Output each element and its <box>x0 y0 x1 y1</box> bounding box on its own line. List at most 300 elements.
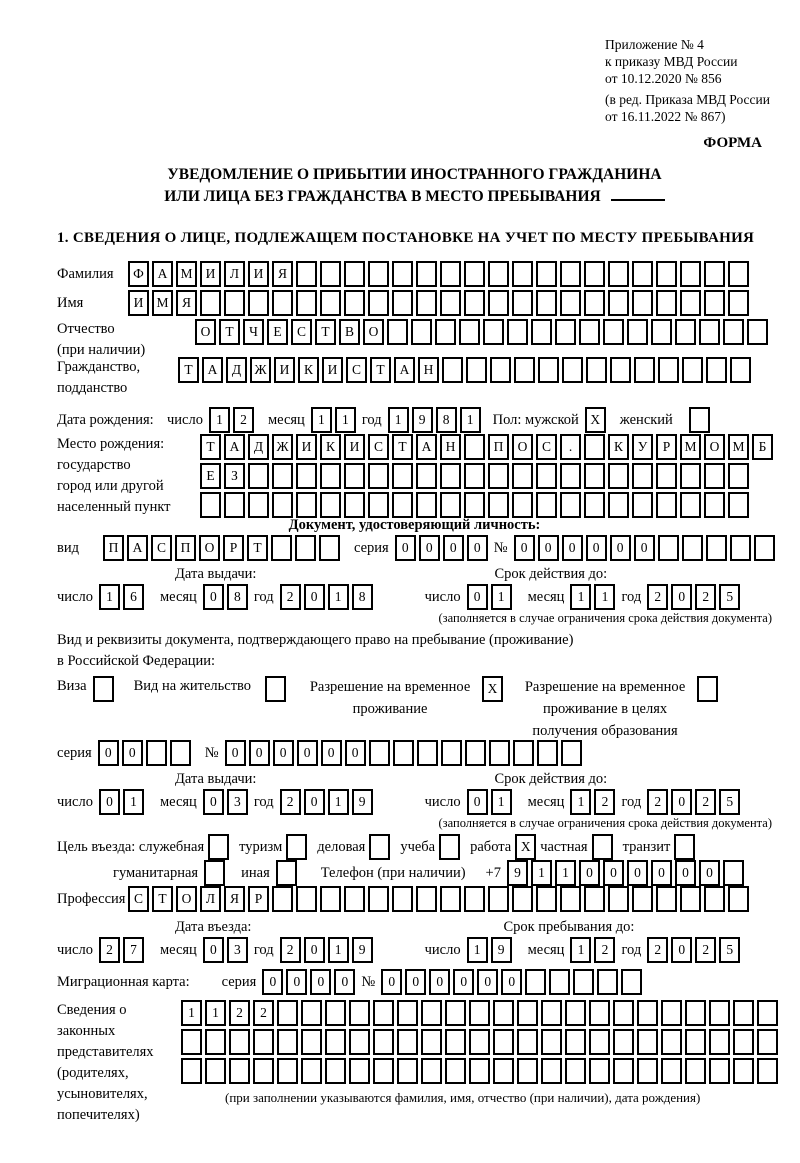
doc-number-cells-cell-1[interactable]: 0 <box>538 535 559 561</box>
purpose-study-checkbox-cell-0[interactable] <box>439 834 460 860</box>
doc-issue-month-cells-cell-1[interactable]: 8 <box>227 584 248 610</box>
birthplace-cells-row1-cell-12[interactable]: П <box>488 434 509 460</box>
doc-kind-cells-cell-3[interactable]: П <box>175 535 196 561</box>
patronymic-cells-cell-13[interactable] <box>507 319 528 345</box>
birthplace-cells-row3-cell-2[interactable] <box>248 492 269 518</box>
profession-cells-cell-15[interactable] <box>488 886 509 912</box>
surname-cells-cell-3[interactable]: И <box>200 261 221 287</box>
representatives-cells-row3-cell-14[interactable] <box>517 1058 538 1084</box>
edu-permit-checkbox-cell-0[interactable] <box>697 676 718 702</box>
surname-cells-cell-16[interactable] <box>512 261 533 287</box>
patronymic-cells-cell-11[interactable] <box>459 319 480 345</box>
birthplace-cells-row1-cell-2[interactable]: Д <box>248 434 269 460</box>
birthplace-cells-row1-cell-16[interactable] <box>584 434 605 460</box>
migr-series-cells-cell-3[interactable]: 0 <box>334 969 355 995</box>
representatives-cells-row1-cell-11[interactable] <box>445 1000 466 1026</box>
doc-series-cells-cell-0[interactable]: 0 <box>395 535 416 561</box>
doc-issue-month-cells[interactable] <box>203 584 248 610</box>
name-cells-cell-5[interactable] <box>248 290 269 316</box>
birthplace-cells-row3-cell-7[interactable] <box>368 492 389 518</box>
representatives-cells-row3-cell-19[interactable] <box>637 1058 658 1084</box>
birth-month-cells-cell-0[interactable]: 1 <box>311 407 332 433</box>
doc-series-cells-cell-3[interactable]: 0 <box>467 535 488 561</box>
patronymic-cells-cell-12[interactable] <box>483 319 504 345</box>
doc-series-cells-cell-1[interactable]: 0 <box>419 535 440 561</box>
res-issue-day-cells[interactable] <box>99 789 144 815</box>
representatives-cells-row2-cell-22[interactable] <box>709 1029 730 1055</box>
patronymic-cells-cell-21[interactable] <box>699 319 720 345</box>
phone-cells-cell-3[interactable]: 0 <box>579 860 600 886</box>
birthplace-cells-row2-cell-9[interactable] <box>416 463 437 489</box>
doc-issue-year-cells-cell-2[interactable]: 1 <box>328 584 349 610</box>
birthplace-cells-row3-cell-16[interactable] <box>584 492 605 518</box>
purpose-other-checkbox[interactable] <box>276 860 297 886</box>
birthplace-cells-row3-cell-12[interactable] <box>488 492 509 518</box>
surname-cells-cell-0[interactable]: Ф <box>128 261 149 287</box>
res-number-cells-cell-9[interactable] <box>441 740 462 766</box>
birthplace-cells-row1-cell-14[interactable]: С <box>536 434 557 460</box>
name-cells-cell-7[interactable] <box>296 290 317 316</box>
birthplace-cells-row2-cell-0[interactable]: Е <box>200 463 221 489</box>
profession-cells-cell-9[interactable] <box>344 886 365 912</box>
stay-year-cells-cell-2[interactable]: 2 <box>695 937 716 963</box>
surname-cells[interactable] <box>128 261 749 287</box>
entry-year-cells-cell-2[interactable]: 1 <box>328 937 349 963</box>
representatives-cells-row2-cell-11[interactable] <box>445 1029 466 1055</box>
purpose-work-checkbox[interactable] <box>515 834 536 860</box>
purpose-study-checkbox[interactable] <box>439 834 460 860</box>
citizenship-cells-cell-14[interactable] <box>514 357 535 383</box>
birth-year-cells[interactable] <box>388 407 481 433</box>
birthplace-cells-row2-cell-6[interactable] <box>344 463 365 489</box>
birthplace-cells-row1-cell-22[interactable]: М <box>728 434 749 460</box>
patronymic-cells-cell-14[interactable] <box>531 319 552 345</box>
profession-cells-cell-6[interactable] <box>272 886 293 912</box>
doc-issue-day-cells-cell-0[interactable]: 1 <box>99 584 120 610</box>
representatives-cells-row1-cell-20[interactable] <box>661 1000 682 1026</box>
surname-cells-cell-6[interactable]: Я <box>272 261 293 287</box>
doc-number-cells-cell-10[interactable] <box>754 535 775 561</box>
name-cells-cell-8[interactable] <box>320 290 341 316</box>
stay-month-cells-cell-0[interactable]: 1 <box>570 937 591 963</box>
res-number-cells-cell-3[interactable]: 0 <box>297 740 318 766</box>
res-series-cells-cell-3[interactable] <box>170 740 191 766</box>
doc-number-cells-cell-8[interactable] <box>706 535 727 561</box>
birthplace-cells-row2-cell-2[interactable] <box>248 463 269 489</box>
birthplace-cells-row3-cell-21[interactable] <box>704 492 725 518</box>
representatives-cells-row1-cell-16[interactable] <box>565 1000 586 1026</box>
birthplace-cells-row2-cell-7[interactable] <box>368 463 389 489</box>
representatives-cells-row1-cell-19[interactable] <box>637 1000 658 1026</box>
res-series-cells-cell-0[interactable]: 0 <box>98 740 119 766</box>
name-cells-cell-19[interactable] <box>584 290 605 316</box>
profession-cells-cell-24[interactable] <box>704 886 725 912</box>
name-cells-cell-21[interactable] <box>632 290 653 316</box>
name-cells-cell-13[interactable] <box>440 290 461 316</box>
surname-cells-cell-2[interactable]: М <box>176 261 197 287</box>
res-number-cells-cell-11[interactable] <box>489 740 510 766</box>
doc-number-cells-cell-2[interactable]: 0 <box>562 535 583 561</box>
representatives-cells-row1-cell-13[interactable] <box>493 1000 514 1026</box>
citizenship-cells-cell-21[interactable] <box>682 357 703 383</box>
representatives-cells-row1-cell-7[interactable] <box>349 1000 370 1026</box>
representatives-cells-row3-cell-5[interactable] <box>301 1058 322 1084</box>
representatives-cells-row1-cell-14[interactable] <box>517 1000 538 1026</box>
representatives-cells-row3-cell-13[interactable] <box>493 1058 514 1084</box>
birthplace-cells-row1-cell-21[interactable]: О <box>704 434 725 460</box>
migr-number-cells-cell-2[interactable]: 0 <box>429 969 450 995</box>
patronymic-cells-cell-8[interactable] <box>387 319 408 345</box>
patronymic-cells-cell-2[interactable]: Ч <box>243 319 264 345</box>
res-issue-month-cells-cell-1[interactable]: 3 <box>227 789 248 815</box>
profession-cells-cell-7[interactable] <box>296 886 317 912</box>
patronymic-cells-cell-17[interactable] <box>603 319 624 345</box>
res-number-cells-cell-13[interactable] <box>537 740 558 766</box>
representatives-cells-row3-cell-9[interactable] <box>397 1058 418 1084</box>
purpose-work-checkbox-cell-0[interactable]: X <box>515 834 536 860</box>
res-valid-year-cells[interactable] <box>647 789 740 815</box>
citizenship-cells-cell-18[interactable] <box>610 357 631 383</box>
surname-cells-cell-5[interactable]: И <box>248 261 269 287</box>
profession-cells-cell-8[interactable] <box>320 886 341 912</box>
phone-cells-cell-5[interactable]: 0 <box>627 860 648 886</box>
profession-cells-cell-22[interactable] <box>656 886 677 912</box>
birthplace-cells-row2-cell-22[interactable] <box>728 463 749 489</box>
representatives-cells-row1-cell-24[interactable] <box>757 1000 778 1026</box>
birthplace-cells-row1-cell-7[interactable]: С <box>368 434 389 460</box>
stay-year-cells-cell-0[interactable]: 2 <box>647 937 668 963</box>
birthplace-cells-row2-cell-13[interactable] <box>512 463 533 489</box>
patronymic-cells-cell-22[interactable] <box>723 319 744 345</box>
representatives-cells-row2-cell-24[interactable] <box>757 1029 778 1055</box>
doc-issue-year-cells[interactable] <box>280 584 373 610</box>
birthplace-cells-row3-cell-19[interactable] <box>656 492 677 518</box>
doc-series-cells[interactable] <box>395 535 488 561</box>
residence-permit-checkbox-cell-0[interactable] <box>265 676 286 702</box>
patronymic-cells-cell-0[interactable]: О <box>195 319 216 345</box>
profession-cells-cell-18[interactable] <box>560 886 581 912</box>
representatives-cells-row2-cell-21[interactable] <box>685 1029 706 1055</box>
surname-cells-cell-17[interactable] <box>536 261 557 287</box>
birthplace-cells-row2-cell-19[interactable] <box>656 463 677 489</box>
representatives-cells-row1-cell-8[interactable] <box>373 1000 394 1026</box>
residence-permit-checkbox[interactable] <box>265 676 286 702</box>
birthplace-cells-row2-cell-18[interactable] <box>632 463 653 489</box>
doc-kind-cells-cell-7[interactable] <box>271 535 292 561</box>
representatives-cells-row2-cell-15[interactable] <box>541 1029 562 1055</box>
representatives-cells-row1-cell-12[interactable] <box>469 1000 490 1026</box>
birth-day-cells-cell-1[interactable]: 2 <box>233 407 254 433</box>
birthplace-cells-row1-cell-8[interactable]: Т <box>392 434 413 460</box>
surname-cells-cell-7[interactable] <box>296 261 317 287</box>
migr-number-cells-cell-3[interactable]: 0 <box>453 969 474 995</box>
representatives-cells-row1-cell-3[interactable]: 2 <box>253 1000 274 1026</box>
birthplace-cells-row2-cell-14[interactable] <box>536 463 557 489</box>
res-valid-day-cells-cell-1[interactable]: 1 <box>491 789 512 815</box>
res-valid-month-cells-cell-1[interactable]: 2 <box>594 789 615 815</box>
profession-cells-cell-16[interactable] <box>512 886 533 912</box>
patronymic-cells-cell-5[interactable]: Т <box>315 319 336 345</box>
birthplace-cells-row1-cell-11[interactable] <box>464 434 485 460</box>
doc-number-cells-cell-7[interactable] <box>682 535 703 561</box>
female-checkbox[interactable] <box>689 407 710 433</box>
representatives-cells-row2-cell-23[interactable] <box>733 1029 754 1055</box>
representatives-cells-row3[interactable] <box>181 1058 778 1084</box>
birthplace-cells-row1-cell-13[interactable]: О <box>512 434 533 460</box>
doc-issue-day-cells-cell-1[interactable]: 6 <box>123 584 144 610</box>
surname-cells-cell-14[interactable] <box>464 261 485 287</box>
representatives-cells-row1-cell-1[interactable]: 1 <box>205 1000 226 1026</box>
doc-valid-year-cells-cell-3[interactable]: 5 <box>719 584 740 610</box>
surname-cells-cell-11[interactable] <box>392 261 413 287</box>
birthplace-cells-row1-cell-17[interactable]: К <box>608 434 629 460</box>
birthplace-cells-row2-cell-5[interactable] <box>320 463 341 489</box>
representatives-cells-row3-cell-17[interactable] <box>589 1058 610 1084</box>
purpose-humanitarian-checkbox-cell-0[interactable] <box>204 860 225 886</box>
migr-number-cells-cell-5[interactable]: 0 <box>501 969 522 995</box>
representatives-cells-row1-cell-6[interactable] <box>325 1000 346 1026</box>
patronymic-cells-cell-23[interactable] <box>747 319 768 345</box>
name-cells-cell-23[interactable] <box>680 290 701 316</box>
migr-series-cells-cell-2[interactable]: 0 <box>310 969 331 995</box>
profession-cells-cell-23[interactable] <box>680 886 701 912</box>
res-valid-year-cells-cell-3[interactable]: 5 <box>719 789 740 815</box>
name-cells-cell-22[interactable] <box>656 290 677 316</box>
name-cells-cell-6[interactable] <box>272 290 293 316</box>
res-number-cells-cell-4[interactable]: 0 <box>321 740 342 766</box>
name-cells-cell-15[interactable] <box>488 290 509 316</box>
res-number-cells-cell-12[interactable] <box>513 740 534 766</box>
patronymic-cells-cell-1[interactable]: Т <box>219 319 240 345</box>
entry-month-cells[interactable] <box>203 937 248 963</box>
res-issue-year-cells-cell-1[interactable]: 0 <box>304 789 325 815</box>
phone-cells-cell-9[interactable] <box>723 860 744 886</box>
surname-cells-cell-19[interactable] <box>584 261 605 287</box>
citizenship-cells-cell-22[interactable] <box>706 357 727 383</box>
birthplace-cells-row3-cell-10[interactable] <box>440 492 461 518</box>
purpose-transit-checkbox-cell-0[interactable] <box>674 834 695 860</box>
stay-day-cells-cell-0[interactable]: 1 <box>467 937 488 963</box>
representatives-cells-row1-cell-0[interactable]: 1 <box>181 1000 202 1026</box>
representatives-cells-row2-cell-20[interactable] <box>661 1029 682 1055</box>
res-issue-month-cells[interactable] <box>203 789 248 815</box>
representatives-cells-row2-cell-0[interactable] <box>181 1029 202 1055</box>
profession-cells-cell-19[interactable] <box>584 886 605 912</box>
res-number-cells[interactable] <box>225 740 582 766</box>
representatives-cells-row1[interactable] <box>181 1000 778 1026</box>
representatives-cells-row2-cell-1[interactable] <box>205 1029 226 1055</box>
birthplace-cells-row3-cell-18[interactable] <box>632 492 653 518</box>
profession-cells-cell-20[interactable] <box>608 886 629 912</box>
citizenship-cells-cell-5[interactable]: К <box>298 357 319 383</box>
patronymic-cells-cell-19[interactable] <box>651 319 672 345</box>
name-cells-cell-24[interactable] <box>704 290 725 316</box>
doc-kind-cells-cell-0[interactable]: П <box>103 535 124 561</box>
res-issue-year-cells-cell-0[interactable]: 2 <box>280 789 301 815</box>
phone-cells-cell-1[interactable]: 1 <box>531 860 552 886</box>
birthplace-cells-row3-cell-13[interactable] <box>512 492 533 518</box>
surname-cells-cell-13[interactable] <box>440 261 461 287</box>
representatives-cells-row2-cell-3[interactable] <box>253 1029 274 1055</box>
birth-year-cells-cell-0[interactable]: 1 <box>388 407 409 433</box>
entry-month-cells-cell-1[interactable]: 3 <box>227 937 248 963</box>
stay-day-cells[interactable] <box>467 937 512 963</box>
profession-cells-cell-5[interactable]: Р <box>248 886 269 912</box>
profession-cells-cell-2[interactable]: О <box>176 886 197 912</box>
res-issue-day-cells-cell-0[interactable]: 0 <box>99 789 120 815</box>
migr-number-cells-cell-10[interactable] <box>621 969 642 995</box>
res-series-cells-cell-2[interactable] <box>146 740 167 766</box>
name-cells-cell-12[interactable] <box>416 290 437 316</box>
surname-cells-cell-21[interactable] <box>632 261 653 287</box>
representatives-cells-row3-cell-15[interactable] <box>541 1058 562 1084</box>
name-cells-cell-2[interactable]: Я <box>176 290 197 316</box>
citizenship-cells-cell-10[interactable]: Н <box>418 357 439 383</box>
birthplace-cells-row3-cell-9[interactable] <box>416 492 437 518</box>
entry-day-cells[interactable] <box>99 937 144 963</box>
doc-kind-cells-cell-4[interactable]: О <box>199 535 220 561</box>
birth-month-cells-cell-1[interactable]: 1 <box>335 407 356 433</box>
name-cells-cell-14[interactable] <box>464 290 485 316</box>
res-number-cells-cell-8[interactable] <box>417 740 438 766</box>
res-valid-year-cells-cell-0[interactable]: 2 <box>647 789 668 815</box>
profession-cells-cell-14[interactable] <box>464 886 485 912</box>
representatives-cells-row3-cell-1[interactable] <box>205 1058 226 1084</box>
entry-month-cells-cell-0[interactable]: 0 <box>203 937 224 963</box>
birthplace-cells-row3-cell-20[interactable] <box>680 492 701 518</box>
patronymic-cells[interactable] <box>195 319 768 345</box>
name-cells-cell-18[interactable] <box>560 290 581 316</box>
purpose-business-checkbox-cell-0[interactable] <box>369 834 390 860</box>
patronymic-cells-cell-4[interactable]: С <box>291 319 312 345</box>
doc-valid-month-cells[interactable] <box>570 584 615 610</box>
profession-cells[interactable] <box>128 886 749 912</box>
doc-kind-cells-cell-5[interactable]: Р <box>223 535 244 561</box>
representatives-cells-row1-cell-15[interactable] <box>541 1000 562 1026</box>
birth-year-cells-cell-1[interactable]: 9 <box>412 407 433 433</box>
doc-number-cells-cell-4[interactable]: 0 <box>610 535 631 561</box>
birthplace-cells-row3-cell-17[interactable] <box>608 492 629 518</box>
representatives-cells-row1-cell-18[interactable] <box>613 1000 634 1026</box>
migr-number-cells-cell-0[interactable]: 0 <box>381 969 402 995</box>
birth-year-cells-cell-2[interactable]: 8 <box>436 407 457 433</box>
patronymic-cells-cell-10[interactable] <box>435 319 456 345</box>
surname-cells-cell-18[interactable] <box>560 261 581 287</box>
doc-kind-cells-cell-2[interactable]: С <box>151 535 172 561</box>
birthplace-cells-row1-cell-4[interactable]: И <box>296 434 317 460</box>
birth-day-cells[interactable] <box>209 407 254 433</box>
patronymic-cells-cell-9[interactable] <box>411 319 432 345</box>
phone-cells-cell-6[interactable]: 0 <box>651 860 672 886</box>
profession-cells-cell-4[interactable]: Я <box>224 886 245 912</box>
citizenship-cells-cell-0[interactable]: Т <box>178 357 199 383</box>
res-series-cells[interactable] <box>98 740 191 766</box>
doc-valid-day-cells[interactable] <box>467 584 512 610</box>
entry-year-cells-cell-1[interactable]: 0 <box>304 937 325 963</box>
representatives-cells-row2-cell-2[interactable] <box>229 1029 250 1055</box>
representatives-cells-row3-cell-8[interactable] <box>373 1058 394 1084</box>
res-valid-month-cells[interactable] <box>570 789 615 815</box>
stay-year-cells[interactable] <box>647 937 740 963</box>
citizenship-cells-cell-17[interactable] <box>586 357 607 383</box>
representatives-cells-row3-cell-0[interactable] <box>181 1058 202 1084</box>
representatives-cells-row3-cell-20[interactable] <box>661 1058 682 1084</box>
birthplace-cells-row2-cell-11[interactable] <box>464 463 485 489</box>
doc-valid-day-cells-cell-0[interactable]: 0 <box>467 584 488 610</box>
visa-checkbox[interactable] <box>93 676 114 702</box>
citizenship-cells-cell-8[interactable]: Т <box>370 357 391 383</box>
birthplace-cells-row2-cell-3[interactable] <box>272 463 293 489</box>
birthplace-cells-row3-cell-15[interactable] <box>560 492 581 518</box>
birth-month-cells[interactable] <box>311 407 356 433</box>
temp-permit-checkbox-cell-0[interactable]: X <box>482 676 503 702</box>
doc-kind-cells[interactable] <box>103 535 340 561</box>
purpose-humanitarian-checkbox[interactable] <box>204 860 225 886</box>
res-series-cells-cell-1[interactable]: 0 <box>122 740 143 766</box>
doc-series-cells-cell-2[interactable]: 0 <box>443 535 464 561</box>
res-number-cells-cell-5[interactable]: 0 <box>345 740 366 766</box>
stay-month-cells[interactable] <box>570 937 615 963</box>
representatives-cells-row1-cell-23[interactable] <box>733 1000 754 1026</box>
profession-cells-cell-21[interactable] <box>632 886 653 912</box>
name-cells-cell-25[interactable] <box>728 290 749 316</box>
surname-cells-cell-12[interactable] <box>416 261 437 287</box>
surname-cells-cell-23[interactable] <box>680 261 701 287</box>
birthplace-cells-row3-cell-0[interactable] <box>200 492 221 518</box>
surname-cells-cell-10[interactable] <box>368 261 389 287</box>
name-cells-cell-16[interactable] <box>512 290 533 316</box>
phone-cells[interactable] <box>507 860 744 886</box>
female-checkbox-cell-0[interactable] <box>689 407 710 433</box>
citizenship-cells-cell-13[interactable] <box>490 357 511 383</box>
birthplace-cells-row2-cell-21[interactable] <box>704 463 725 489</box>
representatives-cells-row2-cell-6[interactable] <box>325 1029 346 1055</box>
name-cells-cell-0[interactable]: И <box>128 290 149 316</box>
profession-cells-cell-1[interactable]: Т <box>152 886 173 912</box>
surname-cells-cell-15[interactable] <box>488 261 509 287</box>
doc-valid-day-cells-cell-1[interactable]: 1 <box>491 584 512 610</box>
birthplace-cells-row2-cell-16[interactable] <box>584 463 605 489</box>
profession-cells-cell-11[interactable] <box>392 886 413 912</box>
entry-year-cells-cell-3[interactable]: 9 <box>352 937 373 963</box>
name-cells-cell-17[interactable] <box>536 290 557 316</box>
birthplace-cells-row1-cell-10[interactable]: Н <box>440 434 461 460</box>
birthplace-cells-row2-cell-4[interactable] <box>296 463 317 489</box>
doc-kind-cells-cell-6[interactable]: Т <box>247 535 268 561</box>
representatives-cells-row1-cell-10[interactable] <box>421 1000 442 1026</box>
citizenship-cells-cell-19[interactable] <box>634 357 655 383</box>
birthplace-cells-row2-cell-8[interactable] <box>392 463 413 489</box>
birth-day-cells-cell-0[interactable]: 1 <box>209 407 230 433</box>
doc-kind-cells-cell-1[interactable]: А <box>127 535 148 561</box>
representatives-cells-row3-cell-10[interactable] <box>421 1058 442 1084</box>
stay-month-cells-cell-1[interactable]: 2 <box>594 937 615 963</box>
representatives-cells-row1-cell-17[interactable] <box>589 1000 610 1026</box>
patronymic-cells-cell-16[interactable] <box>579 319 600 345</box>
purpose-other-checkbox-cell-0[interactable] <box>276 860 297 886</box>
representatives-cells-row2-cell-18[interactable] <box>613 1029 634 1055</box>
birthplace-cells-row1-cell-3[interactable]: Ж <box>272 434 293 460</box>
male-checkbox-cell-0[interactable]: X <box>585 407 606 433</box>
representatives-cells-row3-cell-21[interactable] <box>685 1058 706 1084</box>
res-valid-month-cells-cell-0[interactable]: 1 <box>570 789 591 815</box>
migr-number-cells[interactable] <box>381 969 642 995</box>
res-valid-year-cells-cell-1[interactable]: 0 <box>671 789 692 815</box>
doc-number-cells-cell-5[interactable]: 0 <box>634 535 655 561</box>
entry-year-cells-cell-0[interactable]: 2 <box>280 937 301 963</box>
citizenship-cells-cell-12[interactable] <box>466 357 487 383</box>
doc-issue-year-cells-cell-3[interactable]: 8 <box>352 584 373 610</box>
